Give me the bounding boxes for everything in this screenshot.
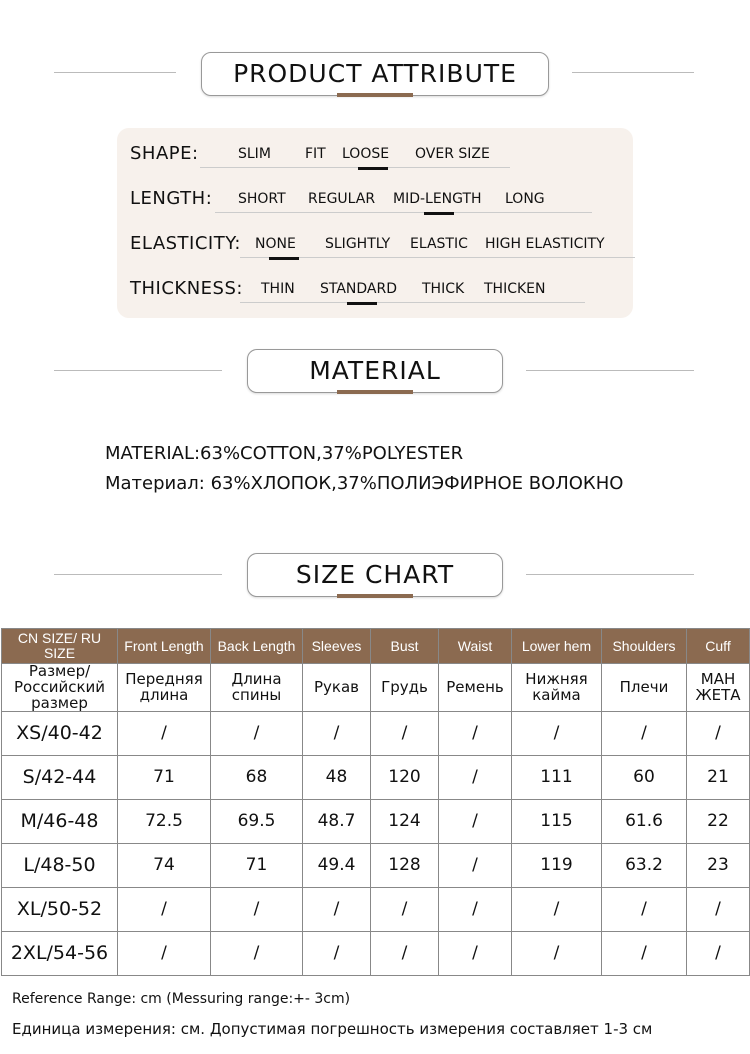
attribute-line [200, 167, 510, 168]
table-cell: Размер/ Российский размер [2, 664, 118, 712]
attribute-label: THICKNESS: [130, 278, 243, 299]
table-cell: 23 [687, 844, 750, 888]
attribute-option: SLIM [238, 146, 271, 162]
table-cell: XL/50-52 [2, 888, 118, 932]
table-cell: / [439, 756, 512, 800]
table-cell: 124 [371, 800, 439, 844]
title-text: MATERIAL [309, 356, 441, 385]
table-cell: / [211, 932, 303, 976]
table-cell: / [439, 712, 512, 756]
table-row [2, 756, 750, 800]
table-row [2, 932, 750, 976]
divider [526, 370, 694, 371]
title-accent [337, 390, 413, 394]
table-cell: Ремень [439, 664, 512, 712]
table-cell: / [211, 712, 303, 756]
table-cell: / [602, 712, 687, 756]
footer-ru: Единица измерения: см. Допустимая погрешность измерения составляет 1-3 см [12, 1020, 653, 1038]
table-cell: 74 [118, 844, 211, 888]
table-cell: / [118, 712, 211, 756]
table-cell: 61.6 [602, 800, 687, 844]
table-cell: / [118, 888, 211, 932]
table-cell: Shoulders [602, 629, 687, 664]
table-cell: L/48-50 [2, 844, 118, 888]
table-cell: 68 [211, 756, 303, 800]
table-cell: Грудь [371, 664, 439, 712]
attribute-option: MID-LENGTH [393, 191, 482, 207]
table-row [2, 800, 750, 844]
table-cell: Плечи [602, 664, 687, 712]
table-cell: 48 [303, 756, 371, 800]
table-cell: МАН ЖЕТА [687, 664, 750, 712]
table-cell: / [602, 888, 687, 932]
table-cell: 69.5 [211, 800, 303, 844]
table-cell: 128 [371, 844, 439, 888]
table-cell: 71 [211, 844, 303, 888]
divider [572, 72, 694, 73]
table-cell: M/46-48 [2, 800, 118, 844]
divider [54, 370, 222, 371]
table-cell: 2XL/54-56 [2, 932, 118, 976]
footer-en: Reference Range: cm (Messuring range:+- 3cm) [12, 991, 351, 1007]
attribute-line [215, 212, 592, 213]
title-text: PRODUCT ATTRIBUTE [233, 59, 517, 88]
table-cell: / [512, 888, 602, 932]
attribute-option: THICK [422, 281, 465, 297]
table-cell: / [512, 712, 602, 756]
attribute-option: SLIGHTLY [325, 236, 391, 252]
table-cell: / [439, 888, 512, 932]
table-cell: / [303, 712, 371, 756]
material-value: 63%COTTON,37%POLYESTER [200, 443, 464, 464]
table-row [2, 844, 750, 888]
product-attribute-title [201, 52, 549, 96]
attribute-row [130, 228, 630, 258]
title-accent [337, 594, 413, 598]
table-cell: 111 [512, 756, 602, 800]
table-cell: 21 [687, 756, 750, 800]
attribute-option: REGULAR [308, 191, 376, 207]
attribute-option: THIN [261, 281, 295, 297]
table-cell: XS/40-42 [2, 712, 118, 756]
table-row [2, 888, 750, 932]
table-cell: / [687, 932, 750, 976]
attribute-label: SHAPE: [130, 143, 199, 164]
attribute-row [130, 183, 630, 213]
material-en [105, 443, 463, 464]
table-cell: Front Length [118, 629, 211, 664]
table-cell: / [439, 844, 512, 888]
table-cell: 119 [512, 844, 602, 888]
table-cell: 71 [118, 756, 211, 800]
attribute-option: LOOSE [342, 146, 390, 162]
divider [54, 72, 176, 73]
table-cell: / [687, 712, 750, 756]
table-cell: 49.4 [303, 844, 371, 888]
table-cell: Bust [371, 629, 439, 664]
table-cell: / [303, 888, 371, 932]
attribute-option: LONG [505, 191, 545, 207]
table-row [2, 664, 750, 712]
table-cell: / [371, 888, 439, 932]
attribute-row [130, 138, 630, 168]
table-cell: / [439, 932, 512, 976]
table-cell: 60 [602, 756, 687, 800]
attribute-option: FIT [305, 146, 326, 162]
material-label: Материал: [105, 473, 205, 494]
attribute-row [130, 273, 630, 303]
material-label: MATERIAL: [105, 443, 201, 464]
table-cell: 72.5 [118, 800, 211, 844]
material-title [247, 349, 503, 393]
table-row [2, 629, 750, 664]
table-cell: / [439, 800, 512, 844]
title-accent [337, 93, 413, 97]
attribute-line [240, 302, 585, 303]
table-cell: Cuff [687, 629, 750, 664]
table-cell: / [602, 932, 687, 976]
attribute-option: STANDARD [320, 281, 398, 297]
table-cell: Нижняя кайма [512, 664, 602, 712]
table-cell: 22 [687, 800, 750, 844]
title-text: SIZE CHART [295, 560, 455, 589]
table-cell: 115 [512, 800, 602, 844]
table-cell: Длина спины [211, 664, 303, 712]
divider [526, 574, 694, 575]
size-chart-title [247, 553, 503, 597]
attribute-option: SHORT [238, 191, 286, 207]
table-cell: / [371, 712, 439, 756]
attribute-option: ELASTIC [410, 236, 468, 252]
table-cell: Sleeves [303, 629, 371, 664]
table-cell: Waist [439, 629, 512, 664]
table-cell: S/42-44 [2, 756, 118, 800]
attribute-option: THICKEN [484, 281, 546, 297]
divider [54, 574, 222, 575]
table-cell: / [303, 932, 371, 976]
table-cell: 63.2 [602, 844, 687, 888]
table-cell: Lower hem [512, 629, 602, 664]
table-row [2, 712, 750, 756]
table-cell: / [118, 932, 211, 976]
attribute-option: NONE [255, 236, 296, 252]
attribute-label: LENGTH: [130, 188, 213, 209]
attribute-option: HIGH ELASTICITY [485, 236, 605, 252]
table-cell: / [211, 888, 303, 932]
table-cell: Передняя длина [118, 664, 211, 712]
attribute-label: ELASTICITY: [130, 233, 241, 254]
size-chart-table [1, 628, 750, 976]
table-cell: Рукав [303, 664, 371, 712]
attribute-panel [117, 128, 633, 318]
table-cell: / [512, 932, 602, 976]
material-value: 63%ХЛОПОК,37%ПОЛИЭФИРНОЕ ВОЛОКНО [210, 473, 624, 494]
table-cell: Back Length [211, 629, 303, 664]
table-cell: / [687, 888, 750, 932]
table-cell: / [371, 932, 439, 976]
material-ru [105, 473, 623, 494]
table-cell: 48.7 [303, 800, 371, 844]
table-cell: CN SIZE/ RU SIZE [2, 629, 118, 664]
table-cell: 120 [371, 756, 439, 800]
attribute-option: OVER SIZE [415, 146, 490, 162]
